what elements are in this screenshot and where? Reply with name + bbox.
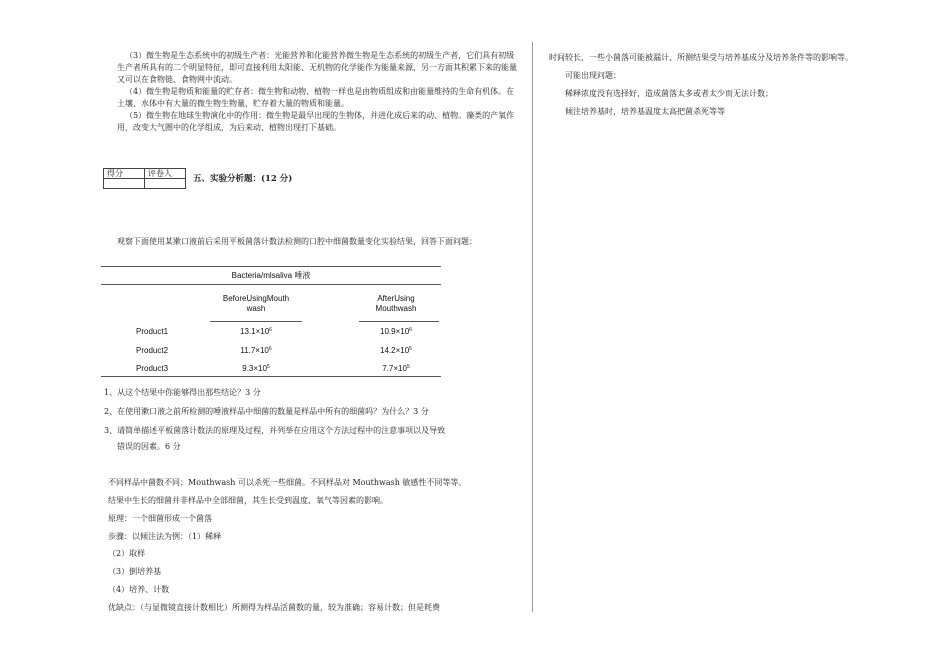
col-before-line1: BeforeUsingMouth (222, 294, 290, 303)
question-intro: 观察下面使用某漱口液前后采用平板菌落计数法检测的口腔中细菌数量变化实验结果，回答下面问题： (117, 237, 477, 246)
right-text-line: 倾注培养基时，培养基温度太高把菌杀死等等 (565, 107, 725, 116)
answer-line: 步骤：以倾注法为例：（1）稀释 (108, 532, 222, 541)
score-cell (104, 179, 145, 189)
paragraph-3: （3）微生物是生态系统中的初级生产者：光能营养和化能营养微生物是生态系统的初级生产者，它们具有初级生产者所具有的二个明显特征，即可直接利用太阳能、无机物的化学能作为能量来源，另一方面其积累下来的能量又可以在食物链、食物网中流动。 (117, 51, 517, 84)
table-bottom-rule (101, 376, 441, 377)
row-label: Product3 (136, 364, 169, 373)
score-box (103, 168, 186, 189)
col-after-rule (359, 321, 439, 322)
answer-line: 结果中生长的细菌并非样品中全部细菌，其生长受到温度、氧气等因素的影响。 (108, 496, 388, 505)
grader-label: 评卷人 (145, 169, 186, 179)
grader-cell (145, 179, 186, 189)
right-column (541, 0, 950, 672)
question-3-cont: 错误的因素。6 分 (117, 442, 181, 451)
row-label: Product2 (136, 346, 169, 355)
before-value: $13.1\times 10^6$ (240, 327, 272, 336)
table-header: Bacteria/mlsaliva 唾液 (231, 271, 311, 280)
score-label: 得分 (104, 169, 145, 179)
right-text-line: 可能出现问题： (565, 71, 621, 80)
question-2: 2、在使用漱口液之前所检测的唾液样品中细菌的数量是样品中所有的细菌吗？为什么？3 分 (104, 407, 429, 416)
section-title: 五、实验分析题：(12 分) (193, 174, 293, 184)
answer-line: 不同样品中菌数不同；Mouthwash 可以杀死一些细菌。不同样品对 Mouthwash 敏感性不同等等。 (108, 478, 467, 487)
right-text-line: 稀释浓度没有选择好，造成菌落太多或者太少而无法计数； (565, 89, 773, 98)
col-after-line2: Mouthwash (375, 304, 417, 313)
row-label: Product1 (136, 327, 169, 336)
question-3: 3、请简单描述平板菌落计数法的原理及过程，并列举在应用这个方法过程中的注意事项以及导致 (104, 426, 446, 435)
col-after-line1: AfterUsing (377, 294, 415, 303)
paragraph-4: （4）微生物是物质和能量的贮存者：微生物和动物、植物一样也是由物质组成和由能量维持的生命有机体。在土壤、水体中有大量的微生物生物量，贮存着大量的物质和能量。 (117, 87, 515, 108)
col-before-rule (210, 321, 302, 322)
column-divider (532, 42, 533, 612)
table-top-rule (101, 266, 441, 267)
answer-line: （4）培养、计数 (108, 585, 170, 594)
answer-line: 优缺点：（与显微镜直接计数相比）所测得为样品活菌数的量，较为准确；容易计数；但是耗费 (108, 603, 440, 612)
answer-line: （3）倒培养基 (108, 567, 162, 576)
right-text-line: 时间较长，一些小菌落可能被漏计、所测结果受与培养基成分及培养条件等的影响等。 (549, 53, 853, 62)
paragraph-5: （5）微生物在地球生物演化中的作用：微生物是最早出现的生物体，并进化成后来的动、植物。藻类的产氧作用，改变大气圈中的化学组成，为后来动、植物出现打下基础。 (117, 111, 515, 132)
bacteria-table (101, 266, 441, 378)
after-value: $14.2\times 10^5$ (380, 346, 412, 355)
table-header-rule (101, 284, 441, 285)
col-before-line2: wash (246, 304, 266, 313)
question-1: 1、从这个结果中你能够得出那些结论？3 分 (104, 388, 261, 397)
before-value: $9.3\times 10^5$ (242, 364, 270, 373)
after-value: $10.9\times 10^6$ (380, 327, 412, 336)
answer-line: 原理：一个细菌形成一个菌落 (108, 514, 212, 523)
after-value: $7.7\times 10^5$ (382, 364, 410, 373)
before-value: $11.7\times 10^6$ (240, 346, 272, 355)
answer-line: （2）取样 (108, 549, 146, 558)
